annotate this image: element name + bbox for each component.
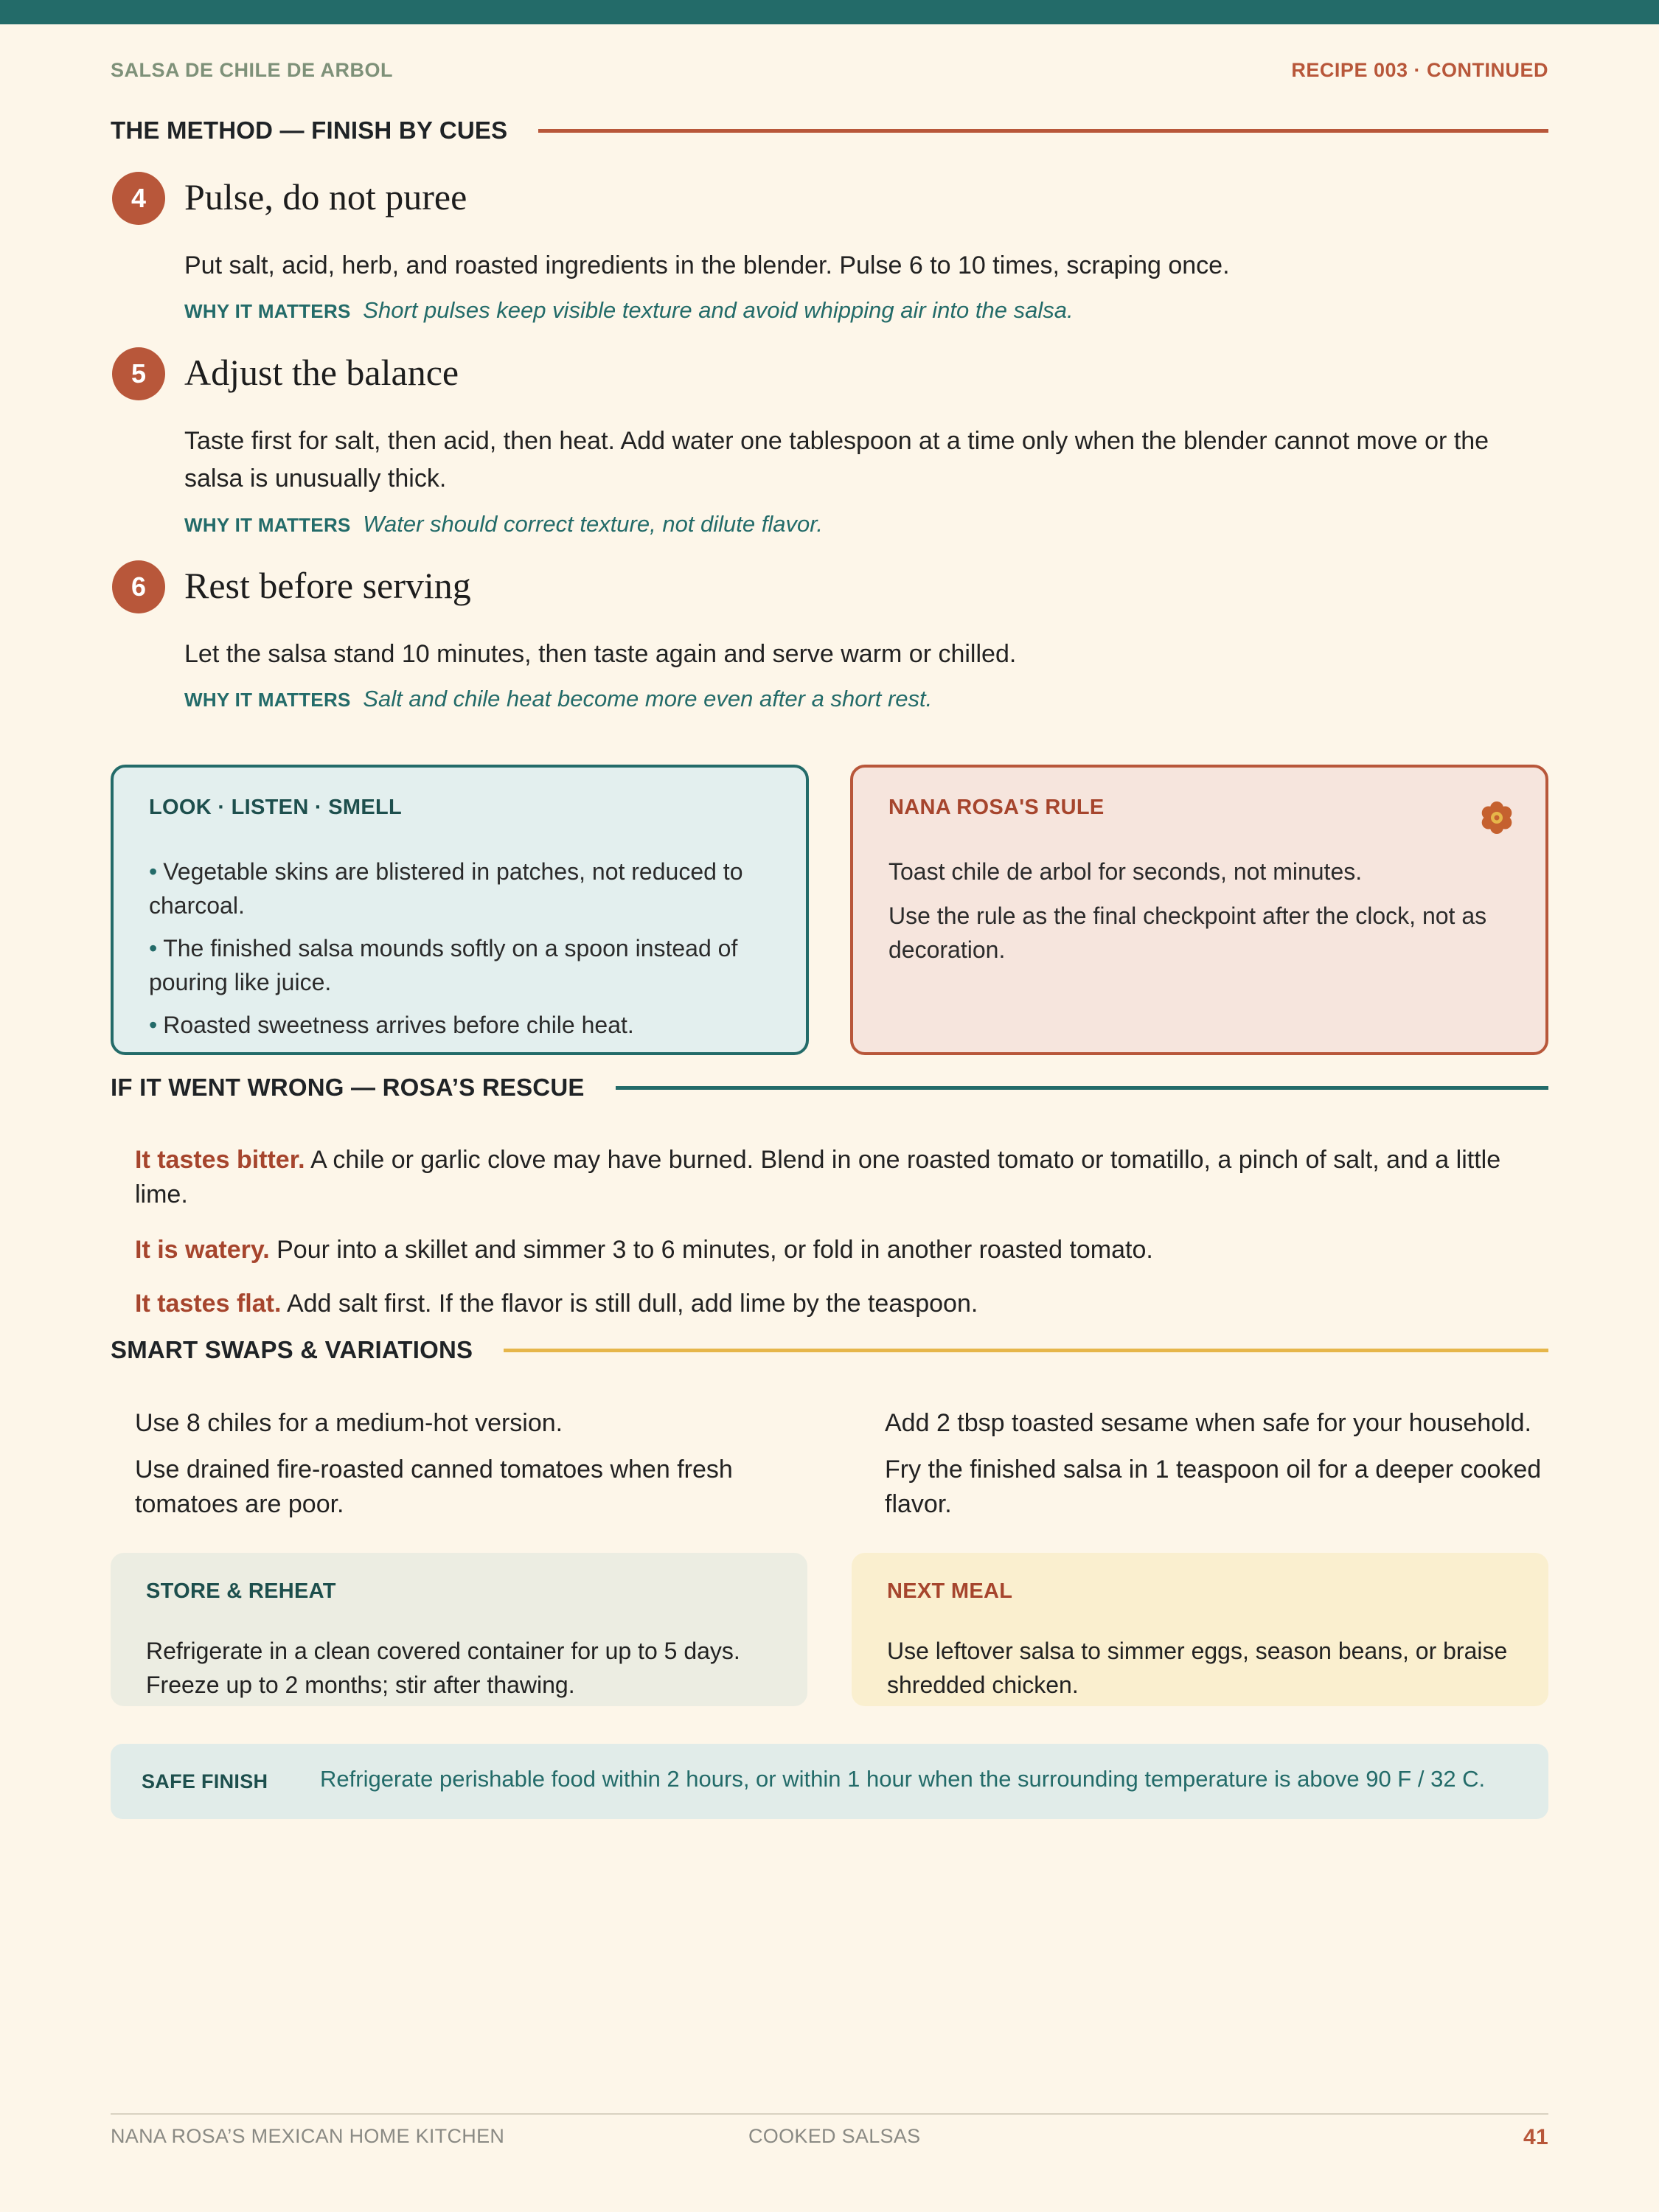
why-text: Short pulses keep visible texture and avoid whipping air into the salsa. [363,297,1074,323]
bullet-icon: • [149,1012,158,1038]
cue-text: The finished salsa mounds softly on a spoon instead of pouring like juice. [149,935,738,995]
store-reheat-title: STORE & REHEAT [146,1579,336,1603]
cue-item [149,931,773,999]
next-meal-text: Use leftover salsa to simmer eggs, season beans, or braise shredded chicken. [887,1638,1508,1698]
cue-text: Vegetable skins are blistered in patches, not reduced to charcoal. [149,858,743,919]
method-section-heading [111,116,1548,145]
why-label: WHY IT MATTERS [184,689,351,711]
rule-text [888,855,1513,977]
safe-finish-banner [111,1744,1548,1819]
rescue-section-heading [111,1074,1548,1102]
why-text: Salt and chile heat become more even after a short rest. [363,686,933,712]
swaps-heading-text: SMART SWAPS & VARIATIONS [111,1336,473,1363]
step-number-badge: 4 [112,172,165,225]
nana-rosa-rule-box [850,765,1548,1055]
step-instructions: Put salt, acid, herb, and roasted ingredients in the blender. Pulse 6 to 10 times, scraping once. [184,251,1230,279]
top-color-bar [0,0,1659,24]
rescue-problem: It tastes flat. [135,1290,282,1318]
cue-item [149,1008,773,1042]
nana-rosa-rule-title: NANA ROSA'S RULE [888,796,1105,819]
rescue-item-bitter [135,1143,1536,1212]
swap-item: Fry the finished salsa in 1 teaspoon oil for a deeper cooked flavor. [885,1455,1542,1518]
why-label: WHY IT MATTERS [184,514,351,536]
footer-book-title: NANA ROSA’S MEXICAN HOME KITCHEN [111,2125,505,2147]
next-meal-box [852,1553,1548,1706]
rescue-heading-rule [616,1086,1548,1090]
method-heading-rule [538,129,1548,133]
page-number: 41 [1523,2125,1548,2149]
rescue-problem: It tastes bitter. [135,1146,305,1174]
step-title: Rest before serving [184,565,471,606]
safe-finish-text: Refrigerate perishable food within 2 hours, or within 1 hour when the surrounding temperature is above 90 F / 32 C. [320,1766,1486,1792]
cue-list [149,855,773,1051]
step-why-note [184,511,1548,538]
step-instructions: Let the salsa stand 10 minutes, then taste again and serve warm or chilled. [184,640,1017,668]
method-heading-text: THE METHOD — FINISH BY CUES [111,116,508,144]
step-number-badge: 6 [112,560,165,613]
step-why-note [184,686,1548,712]
next-meal-title: NEXT MEAL [887,1579,1013,1603]
swap-item: Add 2 tbsp toasted sesame when safe for your household. [885,1409,1531,1437]
swap-item: Use drained fire-roasted canned tomatoes when fresh tomatoes are poor. [135,1455,733,1518]
swap-item: Use 8 chiles for a medium-hot version. [135,1409,563,1437]
bullet-icon: • [149,935,158,961]
rescue-fix: Pour into a skillet and simmer 3 to 6 minutes, or fold in another roasted tomato. [276,1236,1153,1264]
look-listen-smell-box [111,765,809,1055]
rescue-fix: Add salt first. If the flavor is still dull, add lime by the teaspoon. [286,1290,978,1318]
cue-item [149,855,773,922]
bullet-icon: • [149,858,158,885]
flower-icon [1478,799,1516,837]
look-listen-smell-title: LOOK · LISTEN · SMELL [149,796,402,819]
rescue-item-watery [135,1233,1536,1267]
step-title: Adjust the balance [184,352,459,393]
running-header-recipe-ref: RECIPE 003 · CONTINUED [1291,59,1548,81]
step-why-note [184,297,1548,324]
step-instructions: Taste first for salt, then acid, then heat. Add water one tablespoon at a time only when the blender cannot move or the salsa is unusually thick. [184,427,1489,493]
footer-divider [111,2113,1548,2115]
rule-line: Use the rule as the final checkpoint after the clock, not as decoration. [888,902,1487,963]
store-reheat-box [111,1553,807,1706]
step-number-badge: 5 [112,347,165,400]
rescue-problem: It is watery. [135,1236,270,1264]
rescue-item-flat [135,1287,1536,1321]
rescue-heading-text: IF IT WENT WRONG — ROSA’S RESCUE [111,1074,585,1101]
rule-line: Toast chile de arbol for seconds, not minutes. [888,858,1363,885]
running-header-recipe-name: SALSA DE CHILE DE ARBOL [111,59,394,81]
footer-chapter: COOKED SALSAS [748,2125,921,2147]
cue-text: Roasted sweetness arrives before chile heat. [163,1012,634,1038]
rescue-fix: A chile or garlic clove may have burned. Blend in one roasted tomato or tomatillo, a pinch of salt, and a little lime. [135,1146,1501,1208]
swaps-section-heading [111,1336,1548,1364]
swaps-heading-rule [504,1349,1548,1352]
safe-finish-label: SAFE FINISH [142,1770,268,1792]
store-reheat-text: Refrigerate in a clean covered container for up to 5 days. Freeze up to 2 months; stir after thawing. [146,1638,740,1698]
step-title: Pulse, do not puree [184,176,467,218]
why-label: WHY IT MATTERS [184,300,351,322]
why-text: Water should correct texture, not dilute flavor. [363,511,824,537]
